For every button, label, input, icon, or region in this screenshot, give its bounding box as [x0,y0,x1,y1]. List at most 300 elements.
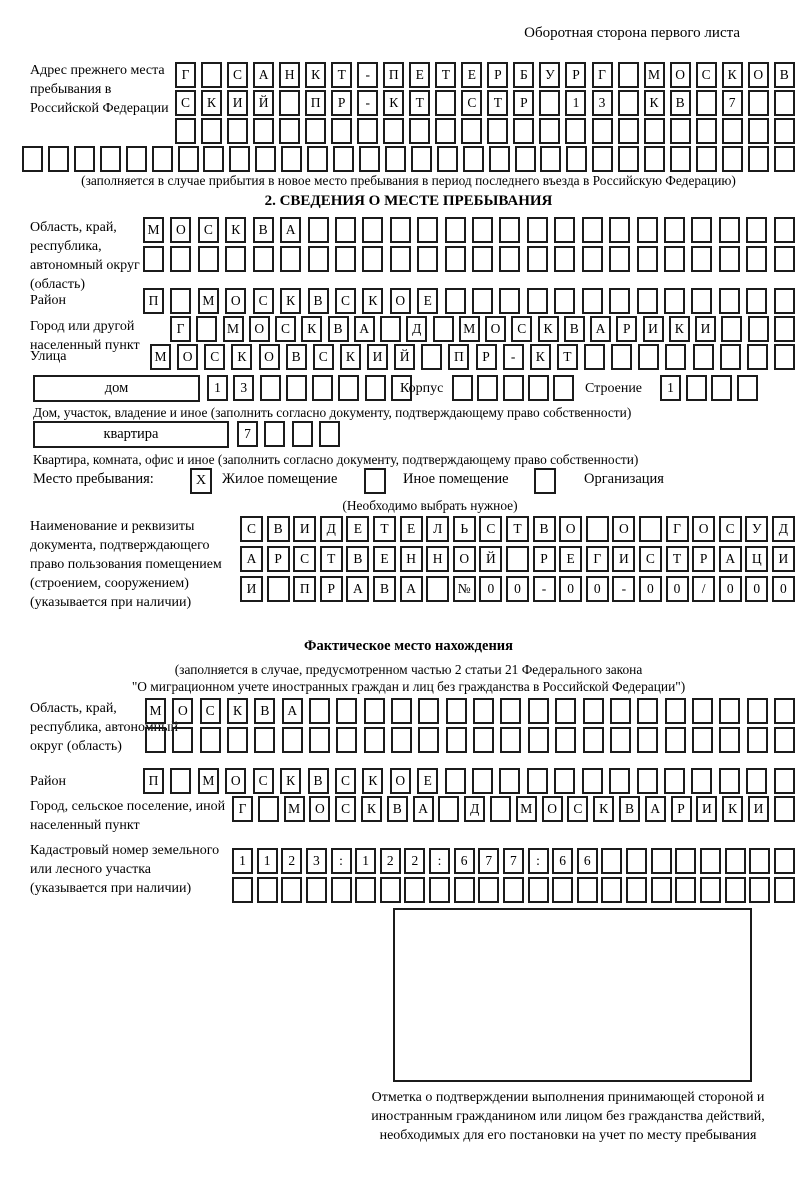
form-cell[interactable]: С [511,316,532,342]
form-cell[interactable] [426,576,449,602]
form-cell[interactable] [592,146,613,172]
form-cell[interactable]: И [367,344,388,370]
form-cell[interactable] [445,246,466,272]
form-cell[interactable] [143,246,164,272]
form-cell[interactable]: П [448,344,469,370]
form-cell[interactable] [626,848,647,874]
form-cell[interactable] [675,848,696,874]
form-cell[interactable]: Т [331,62,352,88]
form-cell[interactable]: И [695,316,716,342]
form-cell[interactable]: К [280,288,301,314]
form-cell[interactable]: С [253,768,274,794]
form-cell[interactable] [282,727,303,753]
form-cell[interactable] [651,848,672,874]
form-cell[interactable]: Д [320,516,343,542]
form-cell[interactable] [364,727,385,753]
form-cell[interactable] [644,146,665,172]
form-cell[interactable]: И [643,316,664,342]
form-cell[interactable] [433,316,454,342]
form-cell[interactable]: П [305,90,326,116]
form-cell[interactable] [747,344,768,370]
form-cell[interactable]: В [387,796,408,822]
form-cell[interactable]: О [225,768,246,794]
form-cell[interactable]: М [459,316,480,342]
form-cell[interactable] [260,375,281,401]
form-cell[interactable] [527,217,548,243]
form-cell[interactable] [555,698,576,724]
form-cell[interactable] [719,698,740,724]
form-cell[interactable] [201,62,222,88]
form-cell[interactable]: Р [533,546,556,572]
form-cell[interactable] [417,246,438,272]
form-cell[interactable]: О [612,516,635,542]
form-cell[interactable] [720,344,741,370]
form-cell[interactable]: О [670,62,691,88]
form-cell[interactable] [725,877,746,903]
form-cell[interactable] [748,316,769,342]
form-cell[interactable]: Г [175,62,196,88]
form-cell[interactable]: А [346,576,369,602]
form-cell[interactable]: К [538,316,559,342]
form-cell[interactable] [774,768,795,794]
form-cell[interactable] [586,516,609,542]
form-cell[interactable] [308,246,329,272]
form-cell[interactable] [409,118,430,144]
form-cell[interactable]: А [253,62,274,88]
form-cell[interactable] [390,217,411,243]
form-cell[interactable]: С [293,546,316,572]
form-cell[interactable] [583,698,604,724]
form-cell[interactable] [200,727,221,753]
form-cell[interactable]: Ц [745,546,768,572]
form-cell[interactable]: М [644,62,665,88]
form-cell[interactable]: О [170,217,191,243]
form-cell[interactable] [253,246,274,272]
form-cell[interactable] [746,768,767,794]
form-cell[interactable] [258,796,279,822]
form-cell[interactable] [609,246,630,272]
form-cell[interactable]: Р [476,344,497,370]
form-cell[interactable] [644,118,665,144]
form-cell[interactable] [774,727,795,753]
form-cell[interactable] [286,375,307,401]
form-cell[interactable] [774,146,795,172]
form-cell[interactable]: С [335,796,356,822]
form-cell[interactable]: В [670,90,691,116]
form-cell[interactable] [461,118,482,144]
form-cell[interactable] [473,727,494,753]
form-cell[interactable] [721,316,742,342]
form-cell[interactable]: А [280,217,301,243]
form-cell[interactable]: К [722,796,743,822]
form-cell[interactable] [722,118,743,144]
form-cell[interactable] [446,698,467,724]
form-cell[interactable] [583,727,604,753]
form-cell[interactable]: О [748,62,769,88]
form-cell[interactable] [477,375,498,401]
form-cell[interactable]: О [542,796,563,822]
form-cell[interactable]: М [145,698,166,724]
form-cell[interactable] [227,727,248,753]
form-cell[interactable]: С [227,62,248,88]
form-cell[interactable]: О [390,288,411,314]
form-cell[interactable]: И [612,546,635,572]
form-cell[interactable] [364,698,385,724]
form-cell[interactable] [582,246,603,272]
form-cell[interactable]: 2 [380,848,401,874]
form-cell[interactable]: С [335,288,356,314]
form-cell[interactable]: 1 [207,375,228,401]
form-cell[interactable] [255,146,276,172]
form-cell[interactable] [503,877,524,903]
form-cell[interactable]: И [696,796,717,822]
form-cell[interactable]: Е [417,288,438,314]
form-cell[interactable] [664,768,685,794]
form-cell[interactable]: К [644,90,665,116]
form-cell[interactable] [637,217,658,243]
form-cell[interactable]: К [231,344,252,370]
form-cell[interactable]: Й [253,90,274,116]
form-cell[interactable]: К [301,316,322,342]
form-cell[interactable]: С [335,768,356,794]
form-cell[interactable]: Е [373,546,396,572]
form-cell[interactable] [664,246,685,272]
form-cell[interactable]: 7 [237,421,258,447]
form-cell[interactable] [609,768,630,794]
form-cell[interactable] [499,768,520,794]
form-cell[interactable]: И [748,796,769,822]
form-cell[interactable]: О [172,698,193,724]
form-cell[interactable]: В [286,344,307,370]
form-cell[interactable] [279,90,300,116]
form-cell[interactable]: / [692,576,715,602]
form-cell[interactable]: 0 [586,576,609,602]
form-cell[interactable]: П [383,62,404,88]
form-cell[interactable]: К [362,288,383,314]
form-cell[interactable] [737,375,758,401]
form-cell[interactable] [774,796,795,822]
form-cell[interactable] [746,217,767,243]
form-cell[interactable]: И [227,90,248,116]
form-cell[interactable]: К [201,90,222,116]
form-cell[interactable] [582,217,603,243]
form-cell[interactable]: В [328,316,349,342]
form-cell[interactable] [540,146,561,172]
form-cell[interactable] [254,727,275,753]
form-cell[interactable] [307,146,328,172]
form-cell[interactable] [490,796,511,822]
form-cell[interactable] [391,698,412,724]
form-cell[interactable]: В [774,62,795,88]
form-cell[interactable]: Е [461,62,482,88]
form-cell[interactable]: К [669,316,690,342]
form-cell[interactable]: 1 [660,375,681,401]
form-cell[interactable]: Г [232,796,253,822]
form-cell[interactable]: - [612,576,635,602]
form-cell[interactable] [528,877,549,903]
form-cell[interactable] [445,768,466,794]
form-cell[interactable] [601,848,622,874]
form-cell[interactable]: Р [692,546,715,572]
form-cell[interactable]: В [308,768,329,794]
form-cell[interactable] [692,727,713,753]
form-cell[interactable] [554,217,575,243]
form-cell[interactable] [711,375,732,401]
form-cell[interactable]: К [530,344,551,370]
form-cell[interactable]: - [357,90,378,116]
form-cell[interactable] [638,344,659,370]
form-cell[interactable]: Т [373,516,396,542]
form-cell[interactable] [749,877,770,903]
form-cell[interactable]: 3 [233,375,254,401]
form-cell[interactable] [418,727,439,753]
form-cell[interactable] [390,246,411,272]
form-cell[interactable]: Р [565,62,586,88]
form-cell[interactable]: 0 [639,576,662,602]
form-cell[interactable]: К [383,90,404,116]
form-cell[interactable] [429,877,450,903]
form-cell[interactable] [253,118,274,144]
form-cell[interactable] [774,217,795,243]
form-cell[interactable] [336,727,357,753]
form-cell[interactable] [675,877,696,903]
form-cell[interactable]: М [284,796,305,822]
form-cell[interactable] [774,90,795,116]
form-cell[interactable]: О [390,768,411,794]
form-cell[interactable] [691,246,712,272]
form-cell[interactable]: Р [487,62,508,88]
form-cell[interactable] [503,375,524,401]
form-cell[interactable] [306,877,327,903]
form-cell[interactable] [610,727,631,753]
form-cell[interactable]: 0 [559,576,582,602]
form-cell[interactable] [553,375,574,401]
form-cell[interactable] [280,246,301,272]
form-cell[interactable] [463,146,484,172]
form-cell[interactable] [175,118,196,144]
form-cell[interactable] [472,246,493,272]
form-cell[interactable] [555,727,576,753]
form-cell[interactable]: 1 [257,848,278,874]
form-cell[interactable] [618,118,639,144]
form-cell[interactable]: 0 [719,576,742,602]
form-cell[interactable]: - [533,576,556,602]
form-cell[interactable] [499,288,520,314]
form-cell[interactable] [748,90,769,116]
form-cell[interactable] [404,877,425,903]
form-cell[interactable] [554,288,575,314]
form-cell[interactable] [592,118,613,144]
form-cell[interactable] [746,246,767,272]
form-cell[interactable]: 6 [454,848,475,874]
form-cell[interactable] [637,698,658,724]
form-cell[interactable]: Д [772,516,795,542]
form-cell[interactable] [305,118,326,144]
form-cell[interactable] [774,698,795,724]
form-cell[interactable] [748,146,769,172]
form-cell[interactable]: Т [487,90,508,116]
form-cell[interactable]: 0 [772,576,795,602]
form-cell[interactable] [639,516,662,542]
form-cell[interactable] [445,288,466,314]
form-cell[interactable] [170,246,191,272]
form-cell[interactable] [696,118,717,144]
stay-type-checkbox-organization[interactable] [534,468,556,494]
form-cell[interactable]: О [485,316,506,342]
form-cell[interactable]: : [528,848,549,874]
form-cell[interactable] [691,288,712,314]
form-cell[interactable] [719,727,740,753]
form-cell[interactable] [719,246,740,272]
form-cell[interactable]: Г [666,516,689,542]
form-cell[interactable] [670,146,691,172]
form-cell[interactable] [411,146,432,172]
form-cell[interactable] [335,246,356,272]
form-cell[interactable] [196,316,217,342]
form-cell[interactable] [664,288,685,314]
form-cell[interactable]: 1 [565,90,586,116]
form-cell[interactable]: 0 [506,576,529,602]
form-cell[interactable] [692,698,713,724]
form-cell[interactable] [499,246,520,272]
form-cell[interactable] [515,146,536,172]
stay-type-checkbox-other-premises[interactable] [364,468,386,494]
form-cell[interactable]: С [204,344,225,370]
form-cell[interactable] [528,727,549,753]
form-cell[interactable] [227,118,248,144]
form-cell[interactable] [539,90,560,116]
form-cell[interactable]: 7 [478,848,499,874]
form-cell[interactable] [691,217,712,243]
form-cell[interactable] [383,118,404,144]
form-cell[interactable]: А [645,796,666,822]
form-cell[interactable] [126,146,147,172]
form-cell[interactable]: В [253,217,274,243]
form-cell[interactable] [665,698,686,724]
form-cell[interactable]: О [692,516,715,542]
form-cell[interactable]: К [593,796,614,822]
form-cell[interactable]: Д [464,796,485,822]
form-cell[interactable]: К [280,768,301,794]
form-cell[interactable] [527,288,548,314]
form-cell[interactable] [309,727,330,753]
form-cell[interactable]: В [619,796,640,822]
form-cell[interactable] [335,217,356,243]
form-cell[interactable]: О [453,546,476,572]
form-cell[interactable] [445,217,466,243]
form-cell[interactable]: Р [616,316,637,342]
form-cell[interactable] [487,118,508,144]
form-cell[interactable]: Н [426,546,449,572]
form-cell[interactable]: В [373,576,396,602]
form-cell[interactable] [696,90,717,116]
form-cell[interactable]: О [559,516,582,542]
form-cell[interactable] [748,118,769,144]
form-cell[interactable]: Д [406,316,427,342]
form-cell[interactable] [385,146,406,172]
form-cell[interactable] [500,727,521,753]
form-cell[interactable] [722,146,743,172]
form-cell[interactable]: О [259,344,280,370]
form-cell[interactable] [637,768,658,794]
form-cell[interactable]: 0 [666,576,689,602]
form-cell[interactable] [611,344,632,370]
form-cell[interactable] [637,288,658,314]
form-cell[interactable]: 7 [503,848,524,874]
form-cell[interactable]: Р [320,576,343,602]
form-cell[interactable] [362,246,383,272]
form-cell[interactable]: - [503,344,524,370]
form-cell[interactable] [610,698,631,724]
form-cell[interactable]: Г [170,316,191,342]
form-cell[interactable] [489,146,510,172]
form-cell[interactable] [719,217,740,243]
form-cell[interactable] [665,344,686,370]
form-cell[interactable] [700,877,721,903]
form-cell[interactable] [472,768,493,794]
form-cell[interactable] [691,768,712,794]
form-cell[interactable]: М [198,768,219,794]
form-cell[interactable]: Р [267,546,290,572]
form-cell[interactable]: 6 [552,848,573,874]
form-cell[interactable] [637,246,658,272]
form-cell[interactable] [336,698,357,724]
form-cell[interactable] [746,288,767,314]
form-cell[interactable]: 1 [355,848,376,874]
form-cell[interactable]: М [198,288,219,314]
form-cell[interactable]: Г [592,62,613,88]
form-cell[interactable] [454,877,475,903]
form-cell[interactable] [472,217,493,243]
form-cell[interactable]: И [240,576,263,602]
form-cell[interactable]: М [516,796,537,822]
form-cell[interactable] [309,698,330,724]
form-cell[interactable]: У [745,516,768,542]
form-cell[interactable] [391,727,412,753]
form-cell[interactable]: Р [513,90,534,116]
form-cell[interactable] [225,246,246,272]
form-cell[interactable]: Ь [453,516,476,542]
form-cell[interactable] [664,217,685,243]
form-cell[interactable]: С [240,516,263,542]
form-cell[interactable] [747,698,768,724]
form-cell[interactable]: : [331,848,352,874]
form-cell[interactable]: К [361,796,382,822]
form-cell[interactable] [359,146,380,172]
form-cell[interactable] [331,118,352,144]
form-cell[interactable]: Й [479,546,502,572]
form-cell[interactable]: К [340,344,361,370]
form-cell[interactable] [331,877,352,903]
form-cell[interactable] [774,848,795,874]
form-cell[interactable] [774,246,795,272]
form-cell[interactable]: О [309,796,330,822]
form-cell[interactable]: О [177,344,198,370]
form-cell[interactable] [279,118,300,144]
form-cell[interactable] [719,288,740,314]
form-cell[interactable] [338,375,359,401]
form-cell[interactable] [308,217,329,243]
form-cell[interactable] [152,146,173,172]
form-cell[interactable]: - [357,62,378,88]
form-cell[interactable] [362,217,383,243]
form-cell[interactable] [292,421,313,447]
form-cell[interactable] [539,118,560,144]
form-cell[interactable] [437,146,458,172]
form-cell[interactable]: Б [513,62,534,88]
form-cell[interactable]: С [461,90,482,116]
form-cell[interactable] [170,288,191,314]
